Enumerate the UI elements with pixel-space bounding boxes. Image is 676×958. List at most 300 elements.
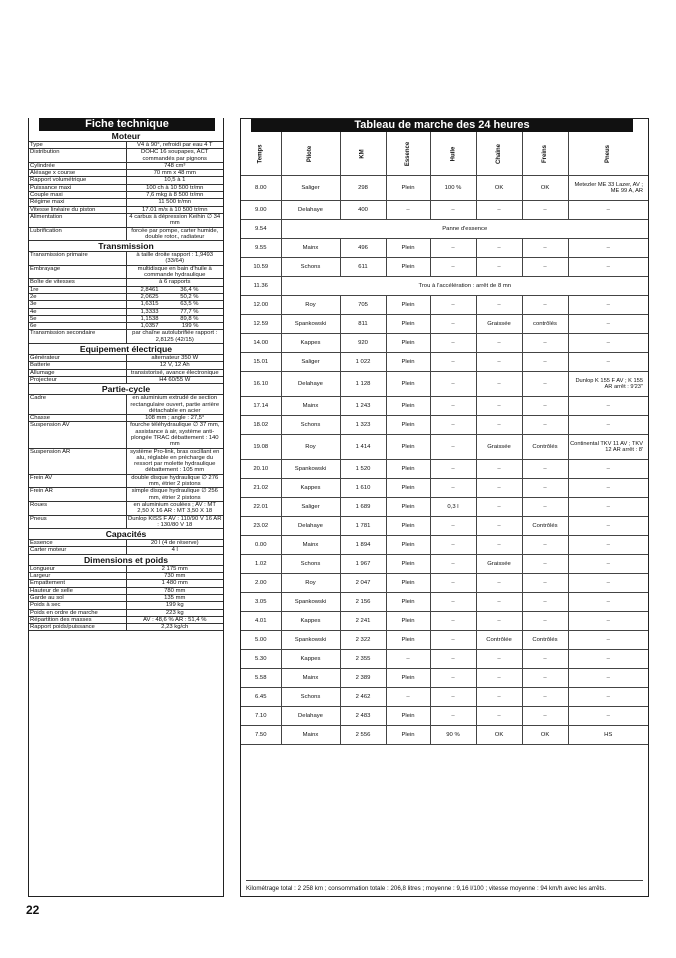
fiche-title: Fiche technique xyxy=(39,118,215,131)
oil-cell: – xyxy=(430,353,476,372)
fiche-row xyxy=(29,547,223,554)
tyres-cell: – xyxy=(568,650,648,669)
marche-footer: Kilométrage total : 2 258 km ; consommation totale : 206,8 litres ; moyenne : 9,16 l/100 ; vitesse moyenne : 94 km/h avec les arrêts. xyxy=(246,880,643,892)
time-cell: 5.58 xyxy=(241,669,281,688)
time-cell: 7.50 xyxy=(241,726,281,745)
column-header-label: Essence xyxy=(404,141,411,166)
fiche-row xyxy=(29,474,223,488)
brakes-cell: – xyxy=(522,372,568,397)
fuel-cell: Plein xyxy=(386,296,430,315)
pilot-cell: Delahaye xyxy=(281,201,340,220)
pilot-cell: Delahaye xyxy=(281,517,340,536)
column-header xyxy=(430,132,476,176)
table-row xyxy=(241,460,648,479)
time-cell: 0.00 xyxy=(241,536,281,555)
fuel-cell: Plein xyxy=(386,334,430,353)
fiche-ratio-percent: 77,7 % xyxy=(180,308,199,315)
chain-cell: – xyxy=(476,239,522,258)
pilot-cell: Saliger xyxy=(281,498,340,517)
time-cell: 9.00 xyxy=(241,201,281,220)
fiche-row xyxy=(29,515,223,529)
oil-cell: – xyxy=(430,707,476,726)
chain-cell: – xyxy=(476,201,522,220)
fuel-cell: Plein xyxy=(386,612,430,631)
fiche-value: 2,23 kg/ch xyxy=(126,624,223,631)
event-note-cell: Panne d'essence xyxy=(281,220,648,239)
table-row xyxy=(241,517,648,536)
tyres-cell: HS xyxy=(568,726,648,745)
column-header xyxy=(522,132,568,176)
fiche-key: Frein AR xyxy=(29,488,126,502)
fuel-cell: Plein xyxy=(386,435,430,460)
pilot-cell: Kappes xyxy=(281,612,340,631)
fiche-value: 10,5 à 1 xyxy=(126,177,223,184)
fiche-key: Poids en ordre de marche xyxy=(29,609,126,616)
fiche-ratio-percent: 36,4 % xyxy=(180,286,199,293)
fiche-key: Essence xyxy=(29,540,126,547)
fiche-row xyxy=(29,395,223,415)
tyres-cell: – xyxy=(568,416,648,435)
chain-cell: – xyxy=(476,498,522,517)
tyres-cell: – xyxy=(568,688,648,707)
fuel-cell: Plein xyxy=(386,536,430,555)
pilot-cell: Saliger xyxy=(281,176,340,201)
fiche-key: 3e xyxy=(29,301,126,308)
brakes-cell: – xyxy=(522,479,568,498)
fuel-cell: Plein xyxy=(386,460,430,479)
time-cell: 3.05 xyxy=(241,593,281,612)
chain-cell: OK xyxy=(476,176,522,201)
brakes-cell: – xyxy=(522,353,568,372)
fiche-value: 11 500 tr/mn xyxy=(126,199,223,206)
fiche-key: Suspension AR xyxy=(29,448,126,474)
brakes-cell: – xyxy=(522,201,568,220)
column-header xyxy=(340,132,386,176)
tyres-cell: – xyxy=(568,353,648,372)
chain-cell: – xyxy=(476,574,522,593)
fiche-ratio: 2,8461 xyxy=(140,286,159,293)
pilot-cell: Kappes xyxy=(281,479,340,498)
column-header-label: Pneus xyxy=(605,144,612,163)
fiche-value: AV : 48,6 % AR : 51,4 % xyxy=(126,616,223,623)
time-cell: 4.01 xyxy=(241,612,281,631)
oil-cell: – xyxy=(430,593,476,612)
fiche-value: forcée par pompe, carter humide, double rotor., radiateur xyxy=(126,227,223,241)
oil-cell: – xyxy=(430,201,476,220)
km-cell: 611 xyxy=(340,258,386,277)
fiche-value: 199 kg xyxy=(126,602,223,609)
oil-cell: – xyxy=(430,372,476,397)
brakes-cell: – xyxy=(522,397,568,416)
fiche-key: Distribution xyxy=(29,149,126,163)
fiche-key: Cylindrée xyxy=(29,162,126,169)
fiche-row xyxy=(29,199,223,206)
fiche-key: Poids à sec xyxy=(29,602,126,609)
brakes-cell: – xyxy=(522,555,568,574)
oil-cell: – xyxy=(430,688,476,707)
time-cell: 2.00 xyxy=(241,574,281,593)
fiche-row xyxy=(29,213,223,227)
fiche-row xyxy=(29,602,223,609)
table-row xyxy=(241,536,648,555)
tyres-cell: – xyxy=(568,334,648,353)
table-row xyxy=(241,726,648,745)
pilot-cell: Mainx xyxy=(281,669,340,688)
fuel-cell: Plein xyxy=(386,593,430,612)
table-row xyxy=(241,479,648,498)
event-note-cell: Trou à l'accélération : arrêt de 8 mn xyxy=(281,277,648,296)
column-header-label: Huile xyxy=(449,146,456,161)
fiche-ratio-value xyxy=(126,301,223,308)
fiche-row xyxy=(29,415,223,422)
fiche-key: Boîte de vitesses xyxy=(29,279,126,286)
fiche-ratio-percent: 63,5 % xyxy=(180,301,199,308)
oil-cell: – xyxy=(430,296,476,315)
time-cell: 9.55 xyxy=(241,239,281,258)
fiche-value: 223 kg xyxy=(126,609,223,616)
fiche-value: 730 mm xyxy=(126,573,223,580)
fiche-key: Lubrification xyxy=(29,227,126,241)
km-cell: 1 520 xyxy=(340,460,386,479)
chain-cell: OK xyxy=(476,726,522,745)
oil-cell: – xyxy=(430,397,476,416)
fuel-cell: Plein xyxy=(386,726,430,745)
oil-cell: 100 % xyxy=(430,176,476,201)
brakes-cell: – xyxy=(522,593,568,612)
marche-table xyxy=(241,132,648,745)
table-row xyxy=(241,296,648,315)
column-header-label: Freins xyxy=(541,144,548,163)
pilot-cell: Delahaye xyxy=(281,707,340,726)
fiche-row xyxy=(29,448,223,474)
brakes-cell: – xyxy=(522,669,568,688)
fiche-value: H4 60/55 W xyxy=(126,376,223,383)
km-cell: 1 610 xyxy=(340,479,386,498)
km-cell: 705 xyxy=(340,296,386,315)
tyres-cell: Dunlop K 155 F AV ; K 155 AR arrêt : 9'23" xyxy=(568,372,648,397)
fiche-row xyxy=(29,594,223,601)
km-cell: 1 781 xyxy=(340,517,386,536)
time-cell: 6.45 xyxy=(241,688,281,707)
time-cell: 8.00 xyxy=(241,176,281,201)
fiche-table xyxy=(29,131,223,631)
fiche-value: par chaîne autolubrifiée rapport : 2,8125 (42/15) xyxy=(126,330,223,344)
column-header xyxy=(476,132,522,176)
time-cell: 5.00 xyxy=(241,631,281,650)
km-cell: 1 967 xyxy=(340,555,386,574)
oil-cell: – xyxy=(430,315,476,334)
fiche-ratio-value xyxy=(126,286,223,293)
km-cell: 1 243 xyxy=(340,397,386,416)
pilot-cell: Spankowski xyxy=(281,593,340,612)
km-cell: 2 483 xyxy=(340,707,386,726)
fiche-value: V4 à 90°, refroidi par eau 4 T xyxy=(126,142,223,149)
fiche-row xyxy=(29,488,223,502)
km-cell: 2 322 xyxy=(340,631,386,650)
time-cell: 19.08 xyxy=(241,435,281,460)
fiche-row xyxy=(29,227,223,241)
fiche-ratio: 1,6315 xyxy=(140,301,159,308)
table-row xyxy=(241,498,648,517)
tyres-cell: Continental TKV 11 AV ; TKV 12 AR arrêt : 8' xyxy=(568,435,648,460)
fuel-cell: Plein xyxy=(386,353,430,372)
brakes-cell: – xyxy=(522,416,568,435)
fiche-key: 5e xyxy=(29,315,126,322)
chain-cell: – xyxy=(476,397,522,416)
chain-cell: – xyxy=(476,258,522,277)
fiche-key: Répartition des masses xyxy=(29,616,126,623)
tyres-cell: – xyxy=(568,258,648,277)
fiche-row xyxy=(29,376,223,383)
km-cell: 2 462 xyxy=(340,688,386,707)
table-row xyxy=(241,176,648,201)
chain-cell: – xyxy=(476,517,522,536)
oil-cell: – xyxy=(430,650,476,669)
pilot-cell: Kappes xyxy=(281,650,340,669)
column-header-label: Chaîne xyxy=(495,143,502,164)
fiche-row xyxy=(29,587,223,594)
fiche-key: Batterie xyxy=(29,362,126,369)
fiche-ratio-value xyxy=(126,308,223,315)
fiche-value: fourche téléhydraulique ∅ 37 mm, assistance à air, système anti-plongée TRAC débattement : 140 mm xyxy=(126,422,223,448)
table-row xyxy=(241,258,648,277)
fiche-value: 17.01 m/s à 10 500 tr/mn xyxy=(126,206,223,213)
fiche-row xyxy=(29,315,223,322)
chain-cell: – xyxy=(476,536,522,555)
fiche-row xyxy=(29,206,223,213)
fiche-row xyxy=(29,355,223,362)
tyres-cell: Metezler ME 33 Lazer, AV ; ME 99 A, AR xyxy=(568,176,648,201)
column-header-label: KM xyxy=(360,148,366,159)
table-row xyxy=(241,688,648,707)
tyres-cell: – xyxy=(568,612,648,631)
chain-cell: – xyxy=(476,416,522,435)
chain-cell: – xyxy=(476,334,522,353)
fiche-key: Rapport volumétrique xyxy=(29,177,126,184)
oil-cell: – xyxy=(430,239,476,258)
fuel-cell: Plein xyxy=(386,239,430,258)
pilot-cell: Mainx xyxy=(281,726,340,745)
fuel-cell: Plein xyxy=(386,707,430,726)
brakes-cell: – xyxy=(522,574,568,593)
tableau-marche-panel xyxy=(240,118,649,897)
km-cell: 1 323 xyxy=(340,416,386,435)
chain-cell: Graissée xyxy=(476,315,522,334)
fuel-cell: – xyxy=(386,650,430,669)
tyres-cell: – xyxy=(568,536,648,555)
fiche-value: 2 175 mm xyxy=(126,565,223,572)
km-cell: 920 xyxy=(340,334,386,353)
fiche-key: 6e xyxy=(29,323,126,330)
km-cell: 496 xyxy=(340,239,386,258)
pilot-cell: Saliger xyxy=(281,353,340,372)
oil-cell: 90 % xyxy=(430,726,476,745)
pilot-cell: Roy xyxy=(281,574,340,593)
time-cell: 5.30 xyxy=(241,650,281,669)
time-cell: 18.02 xyxy=(241,416,281,435)
fiche-key: Générateur xyxy=(29,355,126,362)
fiche-row xyxy=(29,149,223,163)
brakes-cell: – xyxy=(522,688,568,707)
fiche-key: 4e xyxy=(29,308,126,315)
fiche-section-heading: Transmission xyxy=(29,241,223,252)
column-header xyxy=(241,132,281,176)
pilot-cell: Mainx xyxy=(281,239,340,258)
fiche-value: 108 mm ; angle : 27,5° xyxy=(126,415,223,422)
table-row xyxy=(241,201,648,220)
oil-cell: – xyxy=(430,574,476,593)
fiche-key: Type xyxy=(29,142,126,149)
fiche-row xyxy=(29,330,223,344)
fiche-row xyxy=(29,565,223,572)
oil-cell: – xyxy=(430,631,476,650)
fuel-cell: Plein xyxy=(386,372,430,397)
column-header xyxy=(568,132,648,176)
fiche-key: Cadre xyxy=(29,395,126,415)
fiche-row xyxy=(29,293,223,300)
chain-cell: – xyxy=(476,593,522,612)
table-row xyxy=(241,372,648,397)
table-row xyxy=(241,397,648,416)
fuel-cell: Plein xyxy=(386,555,430,574)
fiche-ratio-value xyxy=(126,323,223,330)
fiche-value: 4 l xyxy=(126,547,223,554)
fiche-row xyxy=(29,192,223,199)
km-cell: 2 389 xyxy=(340,669,386,688)
fiche-value: 20 l (4 de réserve) xyxy=(126,540,223,547)
fiche-key: Hauteur de selle xyxy=(29,587,126,594)
fiche-value: 70 mm x 48 mm xyxy=(126,170,223,177)
fiche-key: Suspension AV xyxy=(29,422,126,448)
brakes-cell: contrôlés xyxy=(522,315,568,334)
chain-cell: – xyxy=(476,353,522,372)
fiche-key: Couple maxi xyxy=(29,192,126,199)
fiche-row xyxy=(29,422,223,448)
fuel-cell: Plein xyxy=(386,669,430,688)
oil-cell: – xyxy=(430,435,476,460)
time-cell: 12.00 xyxy=(241,296,281,315)
fuel-cell: Plein xyxy=(386,631,430,650)
fiche-row xyxy=(29,323,223,330)
fiche-value: multidisque en bain d'huile à commande hydraulique xyxy=(126,265,223,279)
fiche-section-heading: Equipement électrique xyxy=(29,344,223,355)
fiche-key: Rapport poids/puissance xyxy=(29,624,126,631)
tyres-cell: – xyxy=(568,201,648,220)
km-cell: 2 355 xyxy=(340,650,386,669)
tyres-cell: – xyxy=(568,460,648,479)
fiche-key: Vitesse linéaire du piston xyxy=(29,206,126,213)
table-row xyxy=(241,669,648,688)
km-cell: 298 xyxy=(340,176,386,201)
fiche-technique-panel xyxy=(28,118,224,897)
pilot-cell: Roy xyxy=(281,296,340,315)
fiche-ratio-percent: 50,2 % xyxy=(180,293,199,300)
table-row xyxy=(241,220,648,239)
table-row xyxy=(241,277,648,296)
tyres-cell: – xyxy=(568,479,648,498)
tyres-cell: – xyxy=(568,593,648,612)
pilot-cell: Roy xyxy=(281,435,340,460)
fiche-value: double disque hydraulique ∅ 276 mm, étrier 2 pistons xyxy=(126,474,223,488)
fiche-section-heading: Partie-cycle xyxy=(29,384,223,395)
fiche-row xyxy=(29,279,223,286)
fiche-ratio: 1,1538 xyxy=(140,315,159,322)
km-cell: 1 894 xyxy=(340,536,386,555)
chain-cell: Graissée xyxy=(476,555,522,574)
fiche-value: 7,6 mkg à 8 500 tr/mn xyxy=(126,192,223,199)
oil-cell: – xyxy=(430,555,476,574)
fiche-value: transistorisé, avance électronique xyxy=(126,369,223,376)
tyres-cell: – xyxy=(568,239,648,258)
km-cell: 811 xyxy=(340,315,386,334)
page-number: 22 xyxy=(26,903,40,917)
fuel-cell: Plein xyxy=(386,479,430,498)
fuel-cell: Plein xyxy=(386,315,430,334)
chain-cell: – xyxy=(476,372,522,397)
fiche-key: Régime maxi xyxy=(29,199,126,206)
tyres-cell: – xyxy=(568,498,648,517)
fiche-value: Dunlop KISS F AV : 110/90 V 16 AR : 130/80 V 18 xyxy=(126,515,223,529)
time-cell: 12.59 xyxy=(241,315,281,334)
fiche-value: 748 cm³ xyxy=(126,162,223,169)
fiche-value: système Pro-link, bras oscillant en alu, réglable en précharge du ressort par molette hydraulique débattement : 105 mm xyxy=(126,448,223,474)
fiche-value: 100 ch à 10 500 tr/mn xyxy=(126,184,223,191)
fuel-cell: Plein xyxy=(386,397,430,416)
fiche-key: Transmission secondaire xyxy=(29,330,126,344)
fiche-key: 1re xyxy=(29,286,126,293)
fuel-cell: Plein xyxy=(386,517,430,536)
table-row xyxy=(241,707,648,726)
marche-title: Tableau de marche des 24 heures xyxy=(251,119,633,132)
tyres-cell: – xyxy=(568,707,648,726)
brakes-cell: – xyxy=(522,498,568,517)
pilot-cell: Spankowski xyxy=(281,315,340,334)
table-row xyxy=(241,239,648,258)
fiche-row xyxy=(29,609,223,616)
fiche-row xyxy=(29,184,223,191)
brakes-cell: – xyxy=(522,258,568,277)
table-row xyxy=(241,416,648,435)
oil-cell: – xyxy=(430,416,476,435)
fiche-row xyxy=(29,142,223,149)
time-cell: 1.02 xyxy=(241,555,281,574)
fiche-key: Projecteur xyxy=(29,376,126,383)
fiche-value: en aluminium coulées ; AV : MT 2,50 X 16 AR : MT 3,50 X 18 xyxy=(126,501,223,515)
brakes-cell: – xyxy=(522,460,568,479)
tyres-cell: – xyxy=(568,315,648,334)
oil-cell: – xyxy=(430,334,476,353)
chain-cell: – xyxy=(476,612,522,631)
brakes-cell: Contrôlés xyxy=(522,631,568,650)
fiche-row xyxy=(29,369,223,376)
table-row xyxy=(241,334,648,353)
table-row xyxy=(241,435,648,460)
tyres-cell: – xyxy=(568,555,648,574)
oil-cell: – xyxy=(430,479,476,498)
time-cell: 16.10 xyxy=(241,372,281,397)
brakes-cell: OK xyxy=(522,726,568,745)
fiche-row xyxy=(29,162,223,169)
fiche-row xyxy=(29,308,223,315)
fiche-value: alternateur 350 W xyxy=(126,355,223,362)
fiche-row xyxy=(29,624,223,631)
brakes-cell: – xyxy=(522,650,568,669)
fuel-cell: – xyxy=(386,201,430,220)
table-row xyxy=(241,315,648,334)
km-cell: 400 xyxy=(340,201,386,220)
table-row xyxy=(241,555,648,574)
fiche-value: DOHC 16 soupapes, ACT commandés par pignons xyxy=(126,149,223,163)
